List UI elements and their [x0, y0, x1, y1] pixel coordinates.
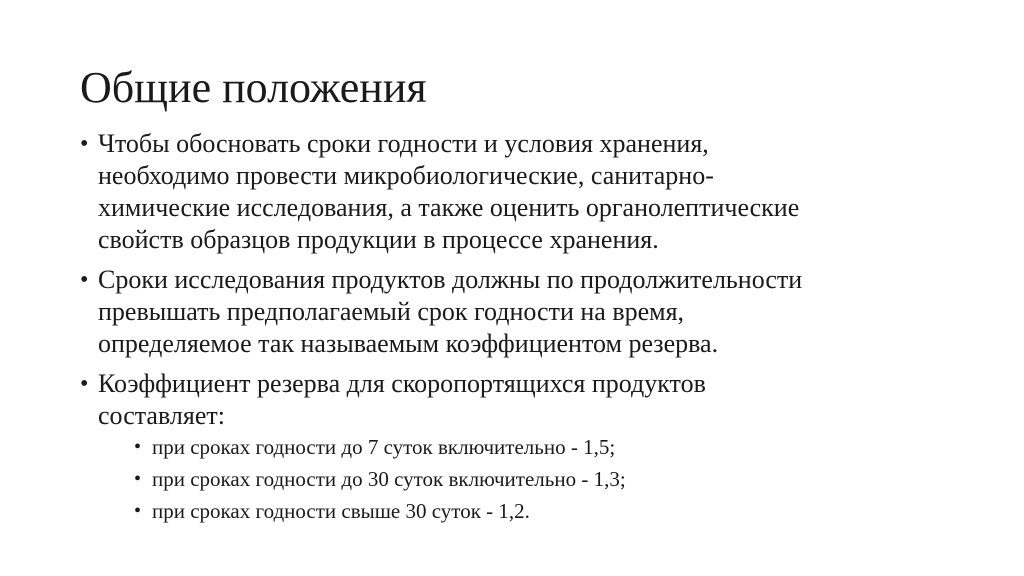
bullet-line: необходимо провести микробиологические, санитарно- [98, 161, 714, 190]
bullet-line: • Чтобы обосновать сроки годности и условия хранения, [98, 129, 709, 158]
bullet-item [80, 264, 960, 360]
slide-content [80, 128, 960, 532]
sub-bullet-item: • при сроках годности до 7 суток включительно - 1,5; [134, 434, 960, 460]
bullet-line: • Сроки исследования продуктов должны по продолжительности [98, 265, 803, 294]
slide-title: Общие положения [80, 63, 427, 112]
sub-bullet-item: • при сроках годности свыше 30 суток - 1,2. [134, 498, 960, 524]
bullet-text [98, 264, 960, 360]
bullet-item [80, 128, 960, 256]
bullet-line: свойств образцов продукции в процессе хранения. [98, 225, 659, 254]
sub-bullet-item: • при сроках годности до 30 суток включительно - 1,3; [134, 466, 960, 492]
bullet-line: превышать предполагаемый срок годности на время, [98, 297, 685, 326]
bullet-text [98, 128, 960, 256]
sub-bullet-list [98, 434, 960, 524]
bullet-line: химические исследования, а также оценить органолептические [98, 193, 800, 222]
bullet-line: составляет: [98, 401, 225, 430]
bullet-line: определяемое так называемым коэффициентом резерва. [98, 329, 719, 358]
bullet-text [98, 368, 960, 432]
bullet-item [80, 368, 960, 524]
bullet-line: • Коэффициент резерва для скоропортящихся продуктов [98, 369, 706, 398]
